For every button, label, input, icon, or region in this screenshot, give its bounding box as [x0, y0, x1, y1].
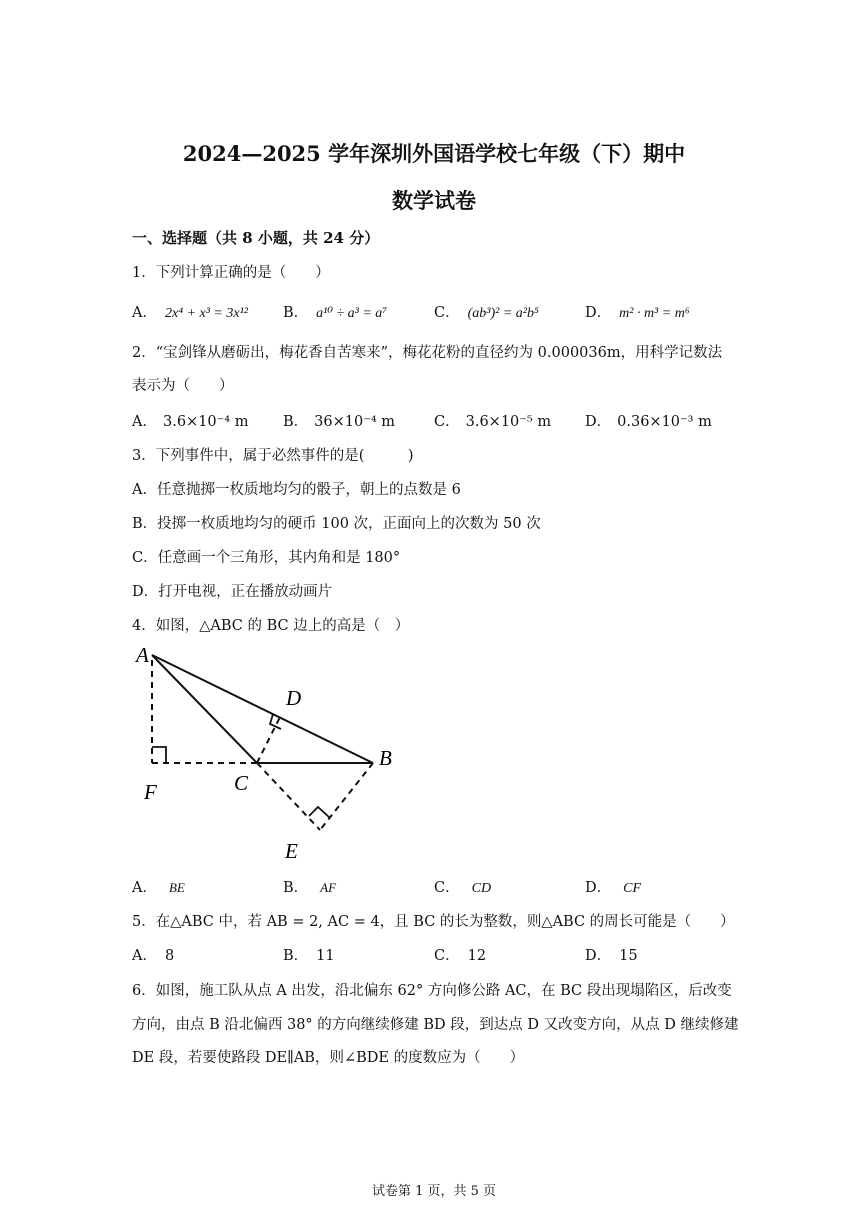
question-1-stem: 1．下列计算正确的是（ ） — [132, 265, 330, 281]
option-label: C． — [434, 305, 460, 321]
option-label: B． — [283, 414, 309, 430]
option-label: D． — [585, 305, 612, 321]
option-label: C． — [434, 948, 460, 964]
exam-title-line2: 数学试卷 — [392, 188, 476, 213]
label-f: F — [144, 780, 157, 804]
option-label: D． — [585, 414, 612, 430]
q3-option-d: D．打开电视，正在播放动画片 — [132, 584, 333, 600]
option-label: C． — [434, 414, 460, 430]
section-heading: 一、选择题（共 8 小题，共 24 分） — [132, 229, 380, 247]
option-expression: a¹⁰ ÷ a³ = a⁷ — [316, 306, 388, 321]
q5-option-d — [585, 944, 638, 965]
right-angle-mark-f — [152, 747, 166, 763]
question-4-stem: 4．如图，△ABC 的 BC 边上的高是（ ） — [132, 618, 410, 634]
question-2-stem-line1: 2．“宝剑锋从磨砺出，梅花香自苦寒来”，梅花花粉的直径约为 0.000036m，用科学记数法 — [132, 345, 723, 361]
option-expression: BE — [168, 880, 185, 895]
q3-option-b: B．投掷一枚质地均匀的硬币 100 次，正面向上的次数为 50 次 — [132, 516, 541, 532]
option-expression: CD — [471, 881, 492, 896]
question-3-stem: 3．下列事件中，属于必然事件的是( ) — [132, 448, 414, 464]
q5-option-b — [283, 944, 335, 965]
option-label: B． — [283, 305, 309, 321]
segment-ac — [152, 655, 257, 763]
segment-be-dashed — [320, 763, 373, 830]
label-c: C — [234, 771, 249, 795]
label-a: A — [136, 643, 149, 667]
page-footer: 试卷第 1 页，共 5 页 — [371, 1184, 497, 1199]
option-label: A． — [132, 414, 157, 430]
option-label: A． — [132, 880, 157, 896]
q3-option-c: C．任意画一个三角形，其内角和是 180° — [132, 550, 401, 566]
q5-option-a — [132, 944, 174, 965]
option-expression: 3.6×10⁻⁴ m — [162, 414, 249, 430]
option-label: B． — [283, 880, 309, 896]
question-5-stem: 5．在△ABC 中，若 AB = 2, AC = 4，且 BC 的长为整数，则△ABC 的周长可能是（ ） — [132, 914, 735, 930]
question-2-stem-line2: 表示为（ ） — [132, 378, 234, 394]
q4-option-a — [132, 876, 185, 897]
exam-title-line1: 2024—2025 学年深圳外国语学校七年级（下）期中 — [182, 141, 686, 166]
q4-option-d — [585, 876, 641, 897]
option-expression: 12 — [467, 948, 487, 964]
right-angle-mark-e — [309, 807, 330, 818]
segment-ce-dashed — [257, 763, 320, 830]
option-expression: 11 — [316, 948, 335, 964]
option-expression: 0.36×10⁻³ m — [617, 414, 712, 430]
question-6-stem-line3: DE 段，若要使路段 DE∥AB，则∠BDE 的度数应为（ ） — [132, 1050, 525, 1066]
option-label: B． — [283, 948, 309, 964]
label-d: D — [286, 686, 302, 710]
question-6-stem-line1: 6．如图，施工队从点 A 出发，沿北偏东 62° 方向修公路 AC，在 BC 段出现塌陷区，后改变 — [132, 983, 732, 999]
option-label: D． — [585, 948, 612, 964]
q3-option-a: A．任意抛掷一枚质地均匀的骰子，朝上的点数是 6 — [132, 482, 461, 498]
option-expression: 3.6×10⁻⁵ m — [465, 414, 552, 430]
option-label: C． — [434, 880, 460, 896]
segment-cd-dashed — [257, 717, 280, 763]
option-expression: m² · m³ = m⁶ — [619, 306, 690, 321]
option-expression: 15 — [619, 948, 638, 964]
option-expression: 36×10⁻⁴ m — [314, 414, 396, 430]
option-expression: CF — [623, 881, 642, 896]
option-label: A． — [132, 948, 157, 964]
option-expression: 2x⁴ + x³ = 3x¹² — [164, 306, 248, 321]
option-expression: (ab³)² = a²b⁵ — [467, 306, 539, 321]
option-label: A． — [132, 305, 157, 321]
label-b: B — [379, 746, 392, 770]
question-6-stem-line2: 方向，由点 B 沿北偏西 38° 的方向继续修建 BD 段，到达点 D 又改变方向，从点 D 继续修建 — [132, 1017, 739, 1033]
option-label: D． — [585, 880, 612, 896]
q5-option-c — [434, 944, 486, 965]
q4-option-b — [283, 876, 336, 897]
segment-ab — [152, 655, 373, 763]
label-e: E — [285, 839, 298, 863]
option-expression: AF — [320, 880, 337, 895]
option-expression: 8 — [164, 948, 175, 964]
q4-option-c — [434, 876, 491, 897]
